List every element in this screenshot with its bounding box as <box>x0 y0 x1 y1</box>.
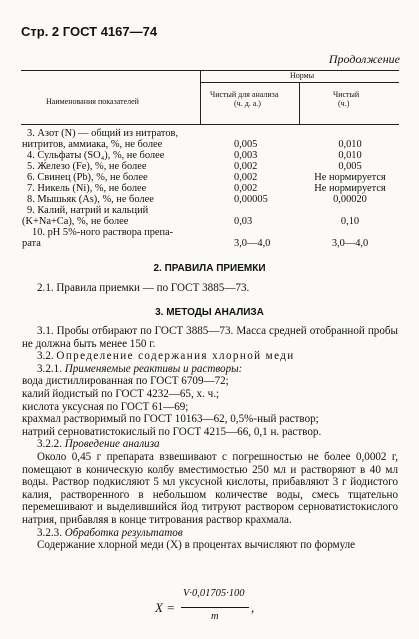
row-name: (K+Na+Ca), %, не более <box>22 216 129 227</box>
table-row <box>0 128 419 139</box>
norms-header: Нормы <box>290 71 315 80</box>
row-value-analysis: 0,005 <box>234 139 258 150</box>
row-value-pure: 0,10 <box>340 216 360 227</box>
formula-lhs: X = <box>155 600 175 615</box>
clause-number: 3.2. <box>37 350 54 363</box>
clause-number: 3.2.1. <box>37 362 62 375</box>
table-row <box>0 227 419 238</box>
reagent-item: крахмал растворимый по ГОСТ 10163—62, 0,5%-ный раствор; <box>22 413 319 426</box>
paragraph <box>22 527 398 540</box>
col-name-header: Наименования показателей <box>46 97 139 106</box>
row-name: рата <box>22 238 41 249</box>
table-column-divider <box>200 70 201 124</box>
row-name: 10. pH 5%-ного раствора препа- <box>32 227 174 238</box>
row-value-analysis: 3,0—4,0 <box>234 238 271 249</box>
section-heading: 3. МЕТОДЫ АНАЛИЗА <box>155 307 264 318</box>
paragraph: Около 0,45 г препарата взвешивают с погрешностью не более 0,0002 г, помещают в коническую колбу вместимостью 250 мл и растворяют в 40 мл воды. Раствор подкисляют 5 мл уксусной кислоты, прибавляют 3 г йодистого калия, растворенного в небольшом количестве воды, смесь тщательно перемешивают и выделившийся йод титруют раствором серноватистокислого натрия, прибавляя в конце титрования раствор крахмала. <box>22 450 398 526</box>
methods-text <box>22 325 398 552</box>
section-heading: 2. ПРАВИЛА ПРИЕМКИ <box>153 263 266 274</box>
row-value-pure: 0,010 <box>338 139 362 150</box>
col-pure-abbr: (ч.) <box>338 99 350 108</box>
table-row <box>0 161 419 172</box>
clause-title: Обработка результатов <box>64 526 183 539</box>
acceptance-text <box>22 282 398 295</box>
table-row <box>0 216 419 227</box>
formula-comma: , <box>251 600 255 615</box>
row-name: 8. Мышьяк (As), %, не более <box>27 194 154 205</box>
table-row <box>0 238 419 249</box>
clause-number: 3.2.3. <box>37 526 62 539</box>
reagent-item: кислота уксусная по ГОСТ 61—69; <box>22 400 189 413</box>
paragraph: Содержание хлорной меди (X) в процентах вычисляют по формуле <box>37 539 356 552</box>
table-column-divider <box>299 82 300 124</box>
row-value-pure: Не нормируется <box>314 183 386 194</box>
paragraph: 2.1. Правила приемки — по ГОСТ 3885—73. <box>37 282 250 294</box>
row-value-analysis: 0,03 <box>234 216 253 227</box>
table-row <box>0 205 419 216</box>
row-value-analysis: 0,003 <box>234 150 258 161</box>
clause-title: Определение содержания хлорной меди <box>56 350 295 363</box>
row-value-pure: 3,0—4,0 <box>331 238 369 249</box>
col-pure-header: Чистый <box>333 90 360 99</box>
reagent-item: калий йодистый по ГОСТ 4232—65, х. ч.; <box>22 387 220 400</box>
col-analysis-header: Чистый для анализа <box>210 90 279 99</box>
table-row <box>0 139 419 150</box>
reagent-item: вода дистиллированная по ГОСТ 6709—72; <box>22 375 229 388</box>
row-value-pure: Не нормируется <box>314 172 386 183</box>
table-row <box>0 172 419 183</box>
page-title: Стр. 2 ГОСТ 4167—74 <box>21 24 158 39</box>
row-value-pure: 0,010 <box>338 150 362 161</box>
clause-title: Проведение анализа <box>64 438 160 451</box>
table-header-rule <box>21 124 399 125</box>
row-name: нитритов, аммиака, %, не более <box>22 139 163 150</box>
clause-title: Применяемые реактивы и растворы: <box>64 362 243 375</box>
row-name: 9. Калий, натрий и кальций <box>27 205 149 216</box>
formula-denominator: m <box>211 611 219 622</box>
paragraph <box>22 350 398 363</box>
row-value-analysis: 0,00005 <box>234 194 268 205</box>
table-row <box>0 194 419 205</box>
row-name: 3. Азот (N) — общий из нитратов, <box>27 128 179 139</box>
clause-number: 3.2.2. <box>37 438 62 451</box>
row-value-pure: 0,00020 <box>333 194 367 205</box>
row-value-analysis: 0,002 <box>234 172 258 183</box>
table-row <box>0 150 419 161</box>
col-analysis-abbr: (ч. д. а.) <box>234 99 261 108</box>
row-value-pure: 0,005 <box>338 161 362 172</box>
continuation-label: Продолжение <box>328 52 400 66</box>
table-row <box>0 183 419 194</box>
row-name: 4. Сульфаты (SO₄), %, не более <box>27 150 165 161</box>
row-value-analysis: 0,002 <box>234 161 258 172</box>
table-top-rule <box>21 70 399 71</box>
fraction-bar <box>181 607 249 608</box>
paragraph: 3.1. Пробы отбирают по ГОСТ 3885—73. Масса средней отобранной пробы не должна быть менее 150 г. <box>22 325 398 350</box>
row-name: 6. Свинец (Pb), %, не более <box>27 172 148 183</box>
row-value-analysis: 0,002 <box>234 183 258 194</box>
reagent-item: натрий серноватистокислый по ГОСТ 4215—66, 0,1 н. раствор. <box>22 425 322 438</box>
paragraph <box>22 363 398 376</box>
row-name: 7. Никель (Ni), %, не более <box>27 183 147 194</box>
formula-numerator: V·0,01705·100 <box>183 588 245 599</box>
paragraph <box>22 438 398 451</box>
row-name: 5. Железо (Fe), %, не более <box>27 161 147 172</box>
